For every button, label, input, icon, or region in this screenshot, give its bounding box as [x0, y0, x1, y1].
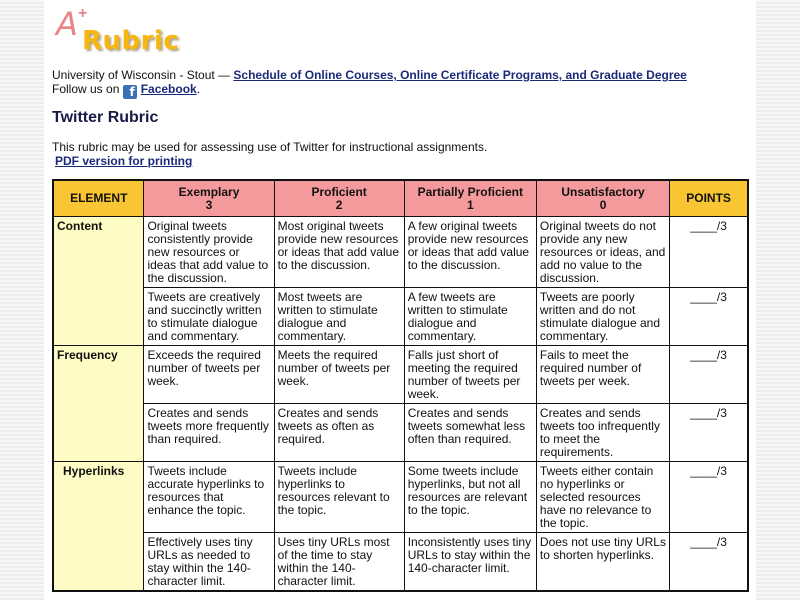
level-name: Proficient: [311, 184, 367, 199]
cell-exemplary: Effectively uses tiny URLs as needed to stay within the 140-character limit.: [144, 533, 274, 592]
header-partially-proficient: [404, 180, 536, 217]
logo-a-mark: A: [56, 5, 78, 43]
cell-unsatisfactory: Does not use tiny URLs to shorten hyperlinks.: [536, 533, 669, 592]
header-element: ELEMENT: [53, 180, 144, 217]
header-exemplary: [144, 180, 274, 217]
level-score: 0: [599, 197, 607, 212]
site-info: [52, 68, 687, 99]
cell-unsatisfactory: Fails to meet the required number of tweets per week.: [536, 346, 669, 404]
cell-proficient: Most tweets are written to stimulate dialogue and commentary.: [274, 288, 404, 346]
level-score: 2: [335, 197, 343, 212]
institution-text: University of Wisconsin - Stout —: [52, 68, 234, 82]
table-row: [53, 462, 748, 533]
points-blank: ____/3: [670, 462, 748, 533]
table-row: [53, 346, 748, 404]
points-blank: ____/3: [670, 346, 748, 404]
table-row: [53, 533, 748, 592]
cell-exemplary: Tweets include accurate hyperlinks to resources that enhance the topic.: [144, 462, 274, 533]
logo-plus-mark: +: [78, 5, 88, 22]
level-name: Unsatisfactory: [561, 184, 645, 199]
cell-proficient: Uses tiny URLs most of the time to stay within the 140-character limit.: [274, 533, 404, 592]
cell-proficient: Tweets include hyperlinks to resources relevant to the topic.: [274, 462, 404, 533]
header-points: POINTS: [670, 180, 748, 217]
facebook-link[interactable]: Facebook: [140, 82, 197, 96]
cell-exemplary: Original tweets consistently provide new resources or ideas that add value to the discussion.: [144, 217, 274, 288]
institution-line: [52, 68, 687, 82]
cell-exemplary: Creates and sends tweets more frequently than required.: [144, 404, 274, 462]
page-title: Twitter Rubric: [52, 109, 159, 126]
element-hyperlinks: Hyperlinks: [53, 462, 144, 592]
rubric-table: [52, 179, 749, 592]
cell-unsatisfactory: Tweets either contain no hyperlinks or selected resources have no relevance to the topic.: [536, 462, 669, 533]
page-content: [44, 0, 756, 600]
cell-exemplary: Exceeds the required number of tweets per week.: [144, 346, 274, 404]
cell-proficient: Meets the required number of tweets per week.: [274, 346, 404, 404]
cell-proficient: Creates and sends tweets as often as required.: [274, 404, 404, 462]
follow-line: [52, 82, 687, 99]
rubric-description: [52, 140, 487, 168]
header-row: [53, 180, 748, 217]
cell-partially-proficient: Some tweets include hyperlinks, but not all resources are relevant to the topic.: [404, 462, 536, 533]
cell-unsatisfactory: Tweets are poorly written and do not stimulate dialogue and commentary.: [536, 288, 669, 346]
description-text: This rubric may be used for assessing use of Twitter for instructional assignments.: [52, 140, 488, 154]
rubric-logo: [52, 6, 182, 56]
schedule-link[interactable]: Schedule of Online Courses, Online Certificate Programs, and Graduate Degree: [233, 68, 687, 82]
cell-partially-proficient: Falls just short of meeting the required number of tweets per week.: [404, 346, 536, 404]
logo-wordmark: Rubric: [82, 26, 180, 56]
cell-partially-proficient: Inconsistently uses tiny URLs to stay within the 140-character limit.: [404, 533, 536, 592]
table-row: [53, 217, 748, 288]
element-content: Content: [53, 217, 144, 346]
cell-proficient: Most original tweets provide new resources or ideas that add value to the discussion.: [274, 217, 404, 288]
follow-text: Follow us on: [52, 82, 123, 96]
cell-exemplary: Tweets are creatively and succinctly written to stimulate dialogue and commentary.: [144, 288, 274, 346]
points-blank: ____/3: [670, 288, 748, 346]
level-score: 3: [205, 197, 213, 212]
table-row: [53, 404, 748, 462]
level-name: Partially Proficient: [417, 184, 523, 199]
pdf-version-link[interactable]: PDF version for printing: [55, 154, 193, 168]
level-name: Exemplary: [178, 184, 240, 199]
follow-suffix: .: [196, 82, 201, 96]
cell-partially-proficient: A few tweets are written to stimulate dialogue and commentary.: [404, 288, 536, 346]
points-blank: ____/3: [670, 217, 748, 288]
cell-partially-proficient: Creates and sends tweets somewhat less often than required.: [404, 404, 536, 462]
cell-unsatisfactory: Original tweets do not provide any new resources or ideas, and add no value to the discussion.: [536, 217, 669, 288]
table-row: [53, 288, 748, 346]
element-frequency: Frequency: [53, 346, 144, 462]
points-blank: ____/3: [670, 533, 748, 592]
level-score: 1: [466, 197, 474, 212]
facebook-icon[interactable]: f: [123, 85, 137, 99]
cell-unsatisfactory: Creates and sends tweets too infrequently to meet the requirements.: [536, 404, 669, 462]
points-blank: ____/3: [670, 404, 748, 462]
header-unsatisfactory: [536, 180, 669, 217]
header-proficient: [274, 180, 404, 217]
cell-partially-proficient: A few original tweets provide new resources or ideas that add value to the discussion.: [404, 217, 536, 288]
